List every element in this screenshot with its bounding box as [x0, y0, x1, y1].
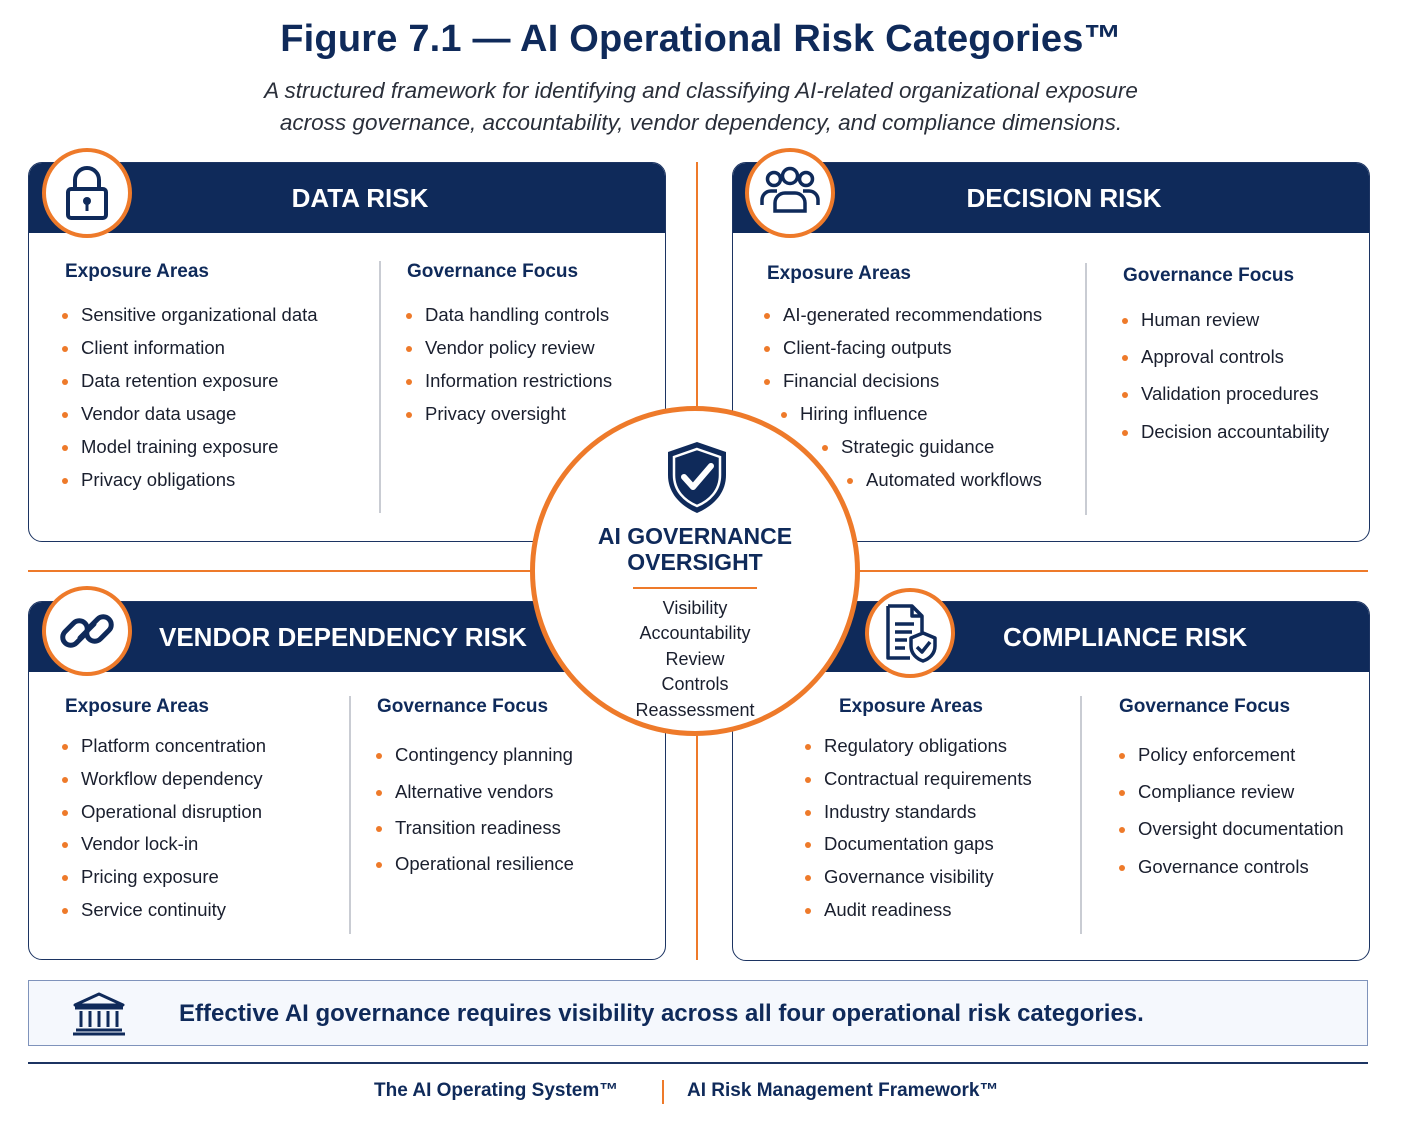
- decision-risk-exposure-item: Hiring influence: [800, 403, 928, 424]
- vendor-risk-exposure-item: Vendor lock-in: [81, 833, 199, 854]
- compliance-risk-governance-heading: Governance Focus: [1119, 696, 1291, 717]
- compliance-risk-exposure-item: Contractual requirements: [824, 768, 1032, 789]
- shield-check-icon: [664, 439, 730, 520]
- column-divider: [379, 261, 381, 513]
- vendor-risk-governance-heading: Governance Focus: [377, 696, 549, 717]
- compliance-risk-exposure-item: Regulatory obligations: [824, 735, 1008, 756]
- vendor-risk-exposure-item: Operational disruption: [81, 801, 262, 822]
- decision-risk-exposure-item: AI-generated recommendations: [783, 304, 1043, 325]
- center-separator: [633, 587, 757, 589]
- center-item: Reassessment: [635, 700, 755, 720]
- decision-risk-governance-item: Validation procedures: [1141, 383, 1319, 404]
- center-item: Review: [665, 649, 725, 669]
- data-risk-governance-item: Information restrictions: [425, 370, 613, 391]
- compliance-risk-exposure-item: Governance visibility: [824, 866, 994, 887]
- compliance-risk-exposure-heading: Exposure Areas: [839, 696, 983, 717]
- lock-icon: [42, 148, 132, 238]
- decision-risk-exposure-item: Automated workflows: [866, 469, 1042, 490]
- decision-risk-title: DECISION RISK: [966, 182, 1162, 213]
- data-risk-exposure-item: Client information: [81, 337, 225, 358]
- decision-risk-exposure-item: Financial decisions: [783, 370, 940, 391]
- center-item: Visibility: [662, 598, 728, 618]
- compliance-risk-exposure-item: Audit readiness: [824, 899, 952, 920]
- credit-operating-system: The AI Operating System™: [374, 1080, 619, 1101]
- decision-risk-exposure-heading: Exposure Areas: [767, 263, 911, 284]
- data-risk-exposure-item: Model training exposure: [81, 436, 279, 457]
- footer-message: Effective AI governance requires visibility across all four operational risk categories.: [179, 1000, 1144, 1027]
- people-group-icon: [745, 148, 835, 238]
- decision-risk-exposure-item: Client-facing outputs: [783, 337, 952, 358]
- decision-risk-governance-heading: Governance Focus: [1123, 265, 1295, 286]
- center-item: Accountability: [639, 623, 751, 643]
- compliance-risk-governance-item: Oversight documentation: [1138, 818, 1344, 839]
- decision-risk-governance-item: Human review: [1141, 309, 1260, 330]
- data-risk-exposure-item: Vendor data usage: [81, 403, 237, 424]
- vendor-risk-exposure-item: Platform concentration: [81, 735, 267, 756]
- institution-icon: [71, 991, 127, 1042]
- vendor-risk-title: VENDOR DEPENDENCY RISK: [159, 621, 527, 652]
- compliance-risk-governance-item: Policy enforcement: [1138, 744, 1296, 765]
- center-title-line-1: AI GOVERNANCE: [597, 523, 793, 549]
- compliance-risk-title: COMPLIANCE RISK: [1003, 621, 1248, 652]
- data-risk-title: DATA RISK: [291, 182, 429, 213]
- center-item: Controls: [661, 674, 729, 694]
- column-divider: [1085, 263, 1087, 515]
- governance-oversight-hub: [530, 406, 860, 736]
- data-risk-exposure-item: Sensitive organizational data: [81, 304, 318, 325]
- data-risk-governance-heading: Governance Focus: [407, 261, 579, 282]
- document-shield-icon: [865, 588, 955, 678]
- compliance-risk-exposure-item: Industry standards: [824, 801, 977, 822]
- data-risk-governance-item: Vendor policy review: [425, 337, 595, 358]
- vendor-risk-governance-item: Transition readiness: [395, 817, 561, 838]
- decision-risk-governance-item: Approval controls: [1141, 346, 1284, 367]
- vendor-risk-governance-item: Operational resilience: [395, 853, 574, 874]
- decision-risk-exposure-item: Strategic guidance: [841, 436, 995, 457]
- compliance-risk-exposure-item: Documentation gaps: [824, 833, 994, 854]
- vendor-risk-exposure-item: Workflow dependency: [81, 768, 263, 789]
- data-risk-exposure-heading: Exposure Areas: [65, 261, 209, 282]
- data-risk-governance-item: Data handling controls: [425, 304, 610, 325]
- compliance-risk-governance-item: Governance controls: [1138, 856, 1309, 877]
- chain-link-icon: [42, 586, 132, 676]
- bottom-rule: [28, 1062, 1368, 1064]
- data-risk-governance-item: Privacy oversight: [425, 403, 566, 424]
- figure-title: Figure 7.1 — AI Operational Risk Categories™: [280, 18, 1122, 60]
- figure-subtitle-line-2: across governance, accountability, vendor dependency, and compliance dimensions.: [279, 110, 1123, 135]
- vendor-risk-exposure-item: Pricing exposure: [81, 866, 219, 887]
- data-risk-exposure-item: Privacy obligations: [81, 469, 236, 490]
- compliance-risk-governance-item: Compliance review: [1138, 781, 1295, 802]
- column-divider: [1080, 696, 1082, 934]
- center-title-line-2: OVERSIGHT: [627, 549, 763, 575]
- data-risk-exposure-item: Data retention exposure: [81, 370, 279, 391]
- vendor-risk-exposure-heading: Exposure Areas: [65, 696, 209, 717]
- credit-risk-framework: AI Risk Management Framework™: [687, 1080, 999, 1101]
- vendor-risk-governance-item: Alternative vendors: [395, 781, 554, 802]
- vendor-risk-exposure-item: Service continuity: [81, 899, 226, 920]
- figure-subtitle-line-1: A structured framework for identifying and classifying AI-related organizational exposure: [264, 78, 1138, 103]
- credit-separator: [662, 1080, 664, 1104]
- vendor-risk-governance-item: Contingency planning: [395, 744, 573, 765]
- decision-risk-governance-item: Decision accountability: [1141, 421, 1330, 442]
- footer-callout: [28, 980, 1368, 1046]
- column-divider: [349, 696, 351, 934]
